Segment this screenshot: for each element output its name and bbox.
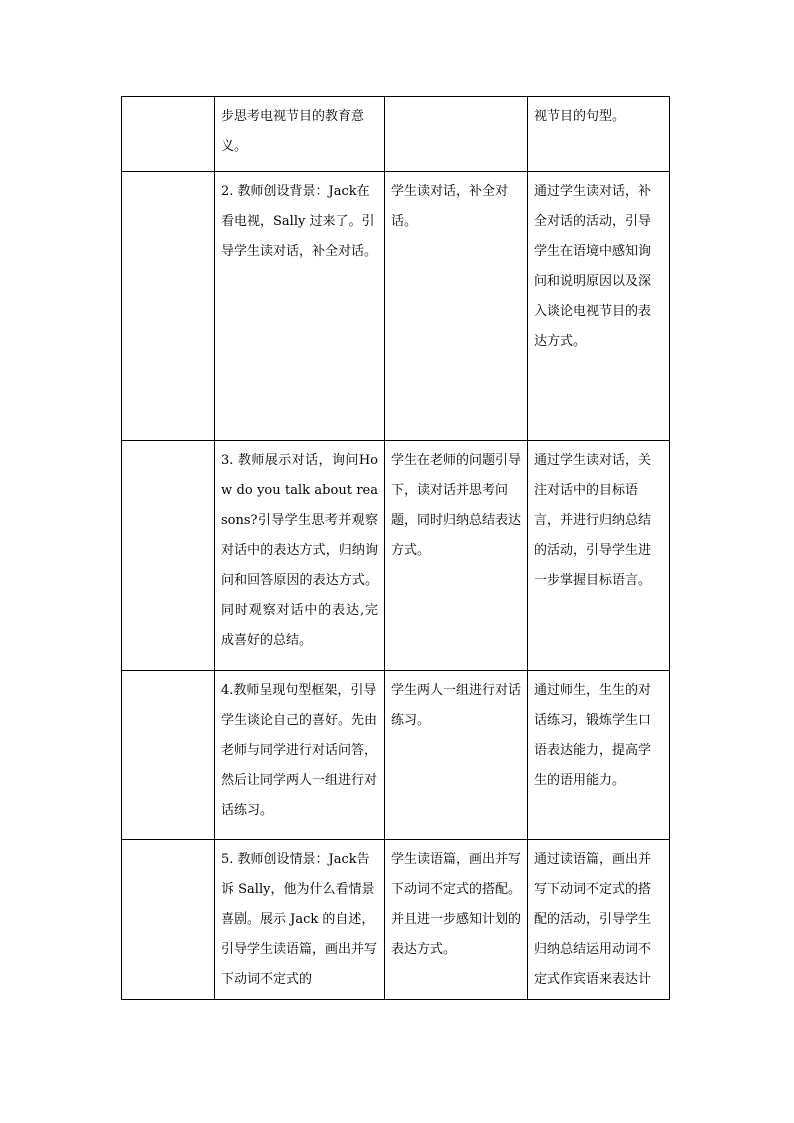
design-intent-cell: 视节目的句型。 bbox=[528, 97, 670, 172]
design-intent-cell: 通过学生读对话，关注对话中的目标语言，并进行归纳总结的活动，引导学生进一步掌握目标语言。 bbox=[528, 441, 670, 671]
stage-cell bbox=[122, 172, 215, 441]
teacher-activity-cell: 4.教师呈现句型框架，引导学生谈论自己的喜好。先由老师与同学进行对话问答，然后让同学两人一组进行对话练习。 bbox=[215, 671, 385, 840]
design-intent-cell: 通过学生读对话，补全对话的活动，引导学生在语境中感知询问和说明原因以及深入谈论电视节目的表达方式。 bbox=[528, 172, 670, 441]
design-intent-cell: 通过师生，生生的对话练习，锻炼学生口语表达能力，提高学生的语用能力。 bbox=[528, 671, 670, 840]
stage-cell bbox=[122, 441, 215, 671]
table-row bbox=[122, 840, 670, 1000]
student-activity-cell: 学生读对话，补全对话。 bbox=[385, 172, 528, 441]
table-row bbox=[122, 671, 670, 840]
teacher-activity-cell: 步思考电视节目的教育意义。 bbox=[215, 97, 385, 172]
table-row bbox=[122, 172, 670, 441]
teacher-activity-cell: 5. 教师创设情景：Jack告诉 Sally，他为什么看情景喜剧。展示 Jack 的自述，引导学生读语篇，画出并写下动词不定式的 bbox=[215, 840, 385, 1000]
student-activity-cell bbox=[385, 97, 528, 172]
lesson-plan-table bbox=[121, 96, 670, 1000]
teacher-activity-cell: 3. 教师展示对话，询问How do you talk about reasons?引导学生思考并观察对话中的表达方式，归纳询问和回答原因的表达方式。同时观察对话中的表达,完成喜好的总结。 bbox=[215, 441, 385, 671]
table-row bbox=[122, 97, 670, 172]
stage-cell bbox=[122, 840, 215, 1000]
teacher-activity-cell: 2. 教师创设背景：Jack在看电视，Sally 过来了。引导学生读对话，补全对话。 bbox=[215, 172, 385, 441]
stage-cell bbox=[122, 97, 215, 172]
student-activity-cell: 学生两人一组进行对话练习。 bbox=[385, 671, 528, 840]
design-intent-cell: 通过读语篇，画出并写下动词不定式的搭配的活动，引导学生归纳总结运用动词不定式作宾语来表达计 bbox=[528, 840, 670, 1000]
student-activity-cell: 学生在老师的问题引导下，读对话并思考问题，同时归纳总结表达方式。 bbox=[385, 441, 528, 671]
table-row bbox=[122, 441, 670, 671]
student-activity-cell: 学生读语篇，画出并写下动词不定式的搭配。并且进一步感知计划的表达方式。 bbox=[385, 840, 528, 1000]
stage-cell bbox=[122, 671, 215, 840]
